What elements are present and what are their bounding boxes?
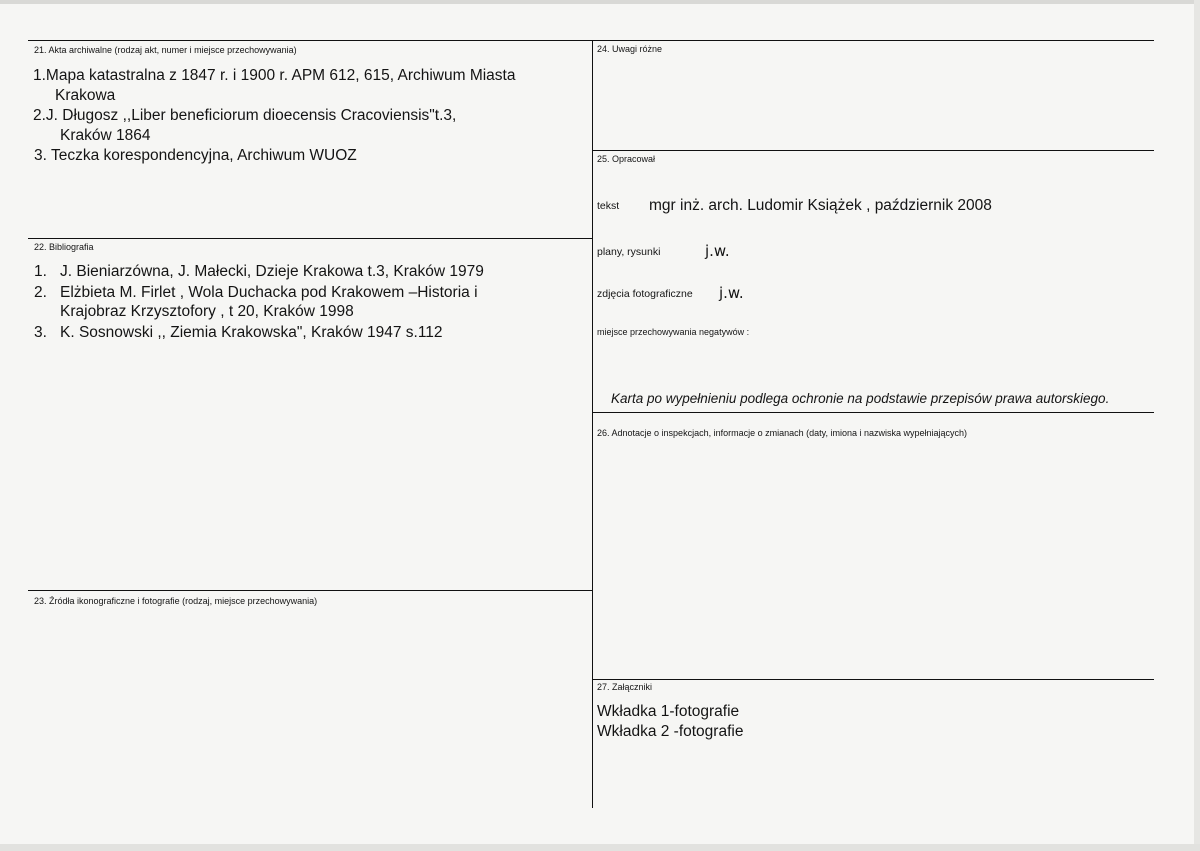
archival-item-1: 1.Mapa katastralna z 1847 r. i 1900 r. APM 612, 615, Archiwum Miasta — [33, 67, 516, 84]
tekst-label: tekst — [597, 200, 620, 212]
copyright-notice: Karta po wypełnieniu podlega ochronie na podstawie przepisów prawa autorskiego. — [611, 391, 1110, 406]
section-25-label: 25. Opracował — [597, 154, 656, 164]
section-26-label: 26. Adnotacje o inspekcjach, informacje o zmianach (daty, imiona i nazwiska wypełniających) — [597, 428, 968, 438]
bibliography-num-2: 2. — [34, 284, 47, 301]
zdjecia-label: zdjęcia fotograficzne — [597, 288, 693, 300]
archival-item-1-cont: Krakowa — [55, 87, 116, 104]
scan-edge-top — [0, 0, 1200, 4]
attachment-2: Wkładka 2 -fotografie — [597, 723, 744, 740]
top-rule — [28, 40, 1154, 41]
bibliography-num-3: 3. — [34, 324, 47, 341]
scan-edge-right — [1194, 0, 1200, 851]
section-24-label: 24. Uwagi różne — [597, 44, 663, 54]
section-23-label: 23. Źródła ikonograficzne i fotografie (rodzaj, miejsce przechowywania) — [34, 596, 318, 606]
negatywy-label: miejsce przechowywania negatywów : — [597, 327, 750, 337]
author-value: mgr inż. arch. Ludomir Książek , październik 2008 — [649, 197, 992, 214]
section-22-label: 22. Bibliografia — [34, 242, 94, 252]
rule-26 — [592, 412, 1154, 413]
archival-item-3: 3. Teczka korespondencyjna, Archiwum WUOZ — [34, 147, 357, 164]
archival-item-2: 2.J. Długosz ,,Liber beneficiorum dioecensis Cracoviensis"t.3, — [33, 107, 457, 124]
section-21-label: 21. Akta archiwalne (rodzaj akt, numer i miejsce przechowywania) — [34, 45, 297, 55]
archival-item-2-cont: Kraków 1864 — [60, 127, 151, 144]
center-divider — [592, 40, 593, 808]
rule-23 — [28, 590, 593, 591]
scan-edge-bottom — [0, 844, 1200, 851]
plany-label: plany, rysunki — [597, 246, 661, 258]
bibliography-item-3: K. Sosnowski ,, Ziemia Krakowska", Kraków 1947 s.112 — [60, 324, 443, 341]
bibliography-item-1: J. Bieniarzówna, J. Małecki, Dzieje Krakowa t.3, Kraków 1979 — [60, 263, 484, 280]
zdjecia-value: j.w. — [719, 284, 744, 302]
section-27-label: 27. Załączniki — [597, 682, 653, 692]
plany-value: j.w. — [705, 242, 730, 260]
attachment-1: Wkładka 1-fotografie — [597, 703, 740, 720]
rule-25 — [592, 150, 1154, 151]
bibliography-num-1: 1. — [34, 263, 47, 280]
rule-27 — [592, 679, 1154, 680]
rule-22 — [28, 238, 593, 239]
bibliography-item-2-cont: Krajobraz Krzysztofory , t 20, Kraków 1998 — [60, 303, 354, 320]
bibliography-item-2: Elżbieta M. Firlet , Wola Duchacka pod Krakowem –Historia i — [60, 284, 478, 301]
